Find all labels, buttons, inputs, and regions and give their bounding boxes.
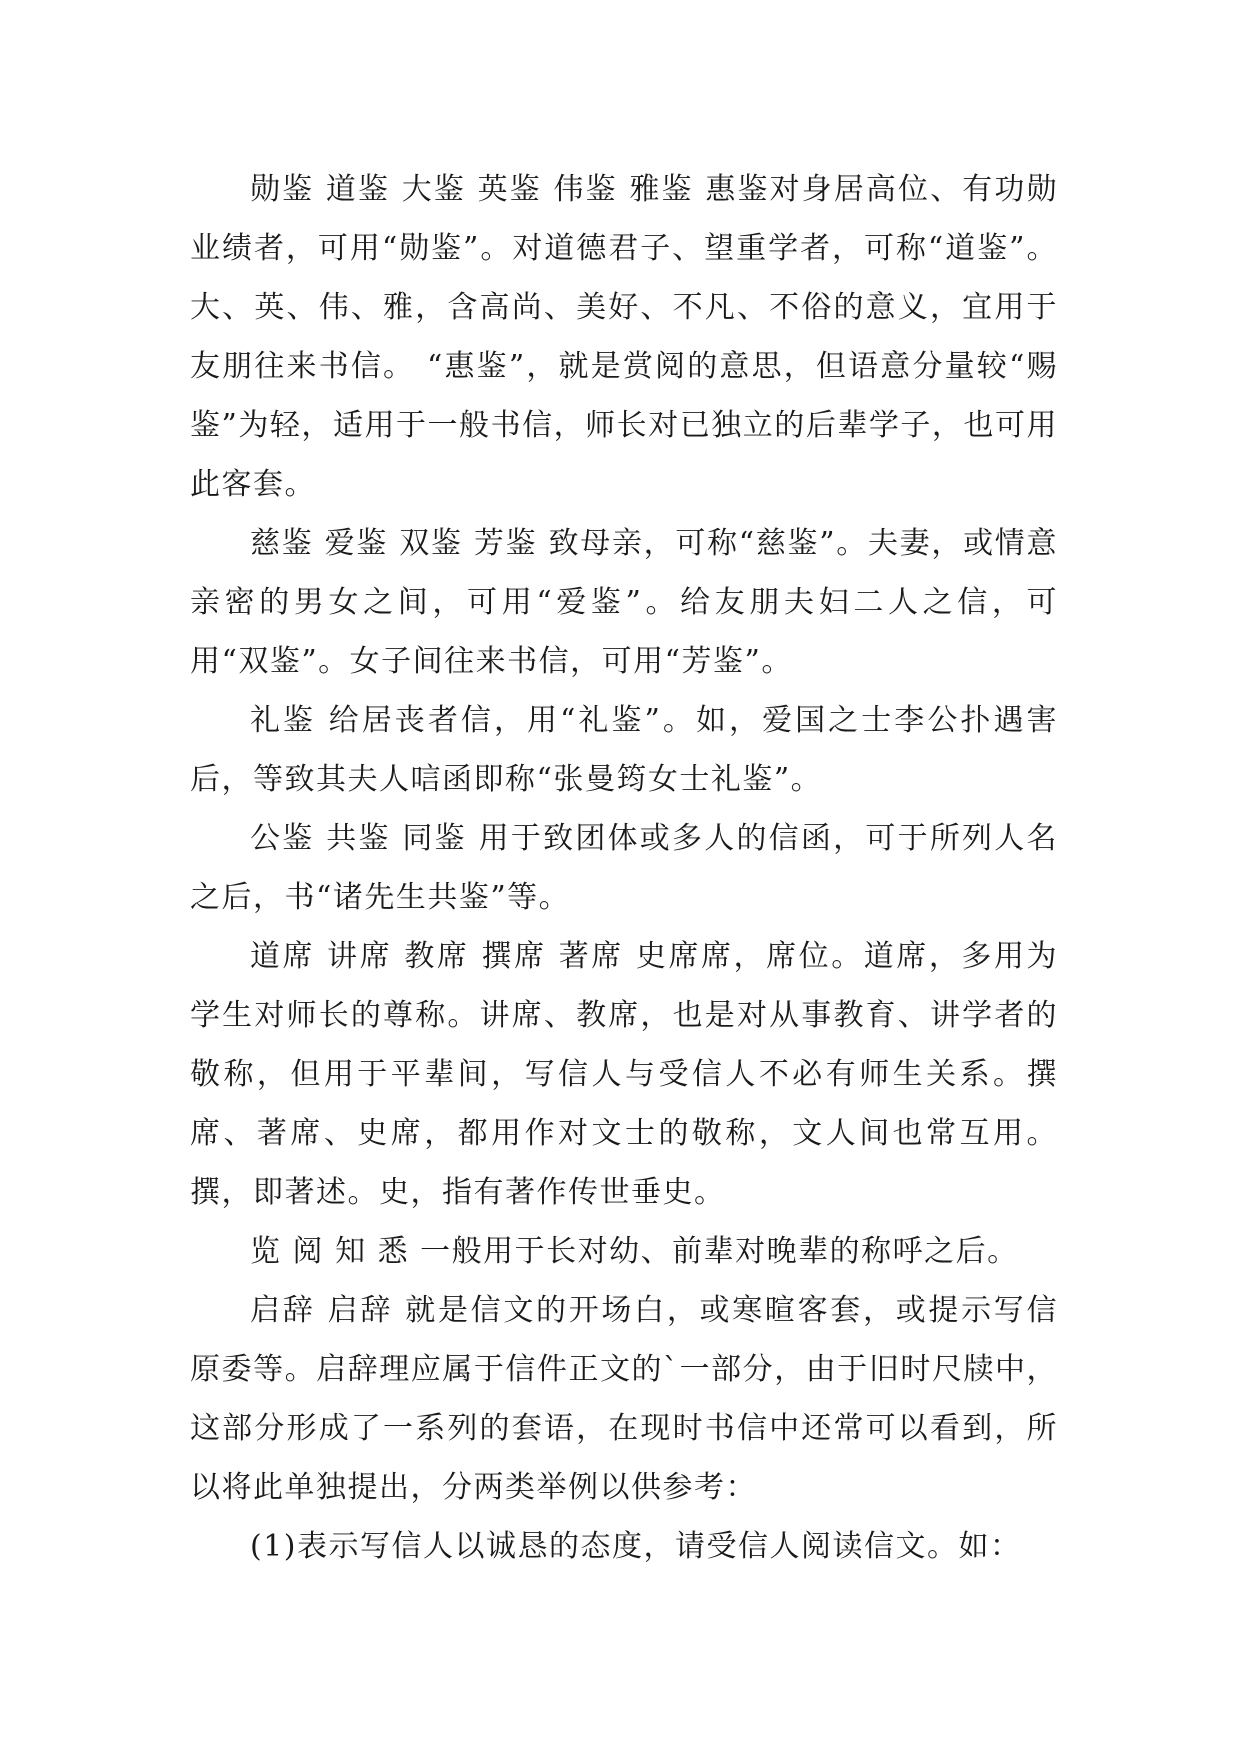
paragraph-example-1: (1)表示写信人以诚恳的态度，请受信人阅读信文。如： — [250, 1529, 1022, 1564]
paragraph-lanyue: 览 阅 知 悉 一般用于长对幼、前辈对晚辈的称呼之后。 — [250, 1234, 1019, 1269]
paragraph-cijian: 慈鉴 爱鉴 双鉴 芳鉴 致母亲，可称“慈鉴”。夫妻，或情意亲密的男女之间，可用“爱鉴”。给友朋夫妇二人之信，可用“双鉴”。女子间往来书信，可用“芳鉴”。 — [190, 526, 1058, 679]
paragraph-gongjian: 公鉴 共鉴 同鉴 用于致团体或多人的信函，可于所列人名之后，书“诸先生共鉴”等。 — [190, 821, 1058, 915]
paragraph-lijian: 礼鉴 给居丧者信，用“礼鉴”。如，爱国之士李公扑遇害后，等致其夫人唁函即称“张曼筠女士礼鉴”。 — [190, 703, 1058, 797]
paragraph-xunjian: 勋鉴 道鉴 大鉴 英鉴 伟鉴 雅鉴 惠鉴对身居高位、有功勋业绩者，可用“勋鉴”。对道德君子、望重学者，可称“道鉴”。大、英、伟、雅，含高尚、美好、不凡、不俗的意义，宜用于友朋往来书信。 “惠鉴”，就是赏阅的意思，但语意分量较“赐鉴”为轻，适用于一般书信，师长对已独立的后辈学子，也可用此客套。 — [190, 172, 1058, 502]
paragraph-daoxi: 道席 讲席 教席 撰席 著席 史席席，席位。道席，多用为学生对师长的尊称。讲席、教席，也是对从事教育、讲学者的敬称，但用于平辈间，写信人与受信人不必有师生关系。撰席、著席、史席，都用作对文士的敬称，文人间也常互用。撰，即著述。史，指有著作传世垂史。 — [190, 939, 1058, 1210]
paragraph-qici: 启辞 启辞 就是信文的开场白，或寒暄客套，或提示写信原委等。启辞理应属于信件正文的`一部分，由于旧时尺牍中，这部分形成了一系列的套语，在现时书信中还常可以看到，所以将此单独提出，分两类举例以供参考： — [190, 1293, 1058, 1505]
document-page — [190, 160, 1058, 1576]
